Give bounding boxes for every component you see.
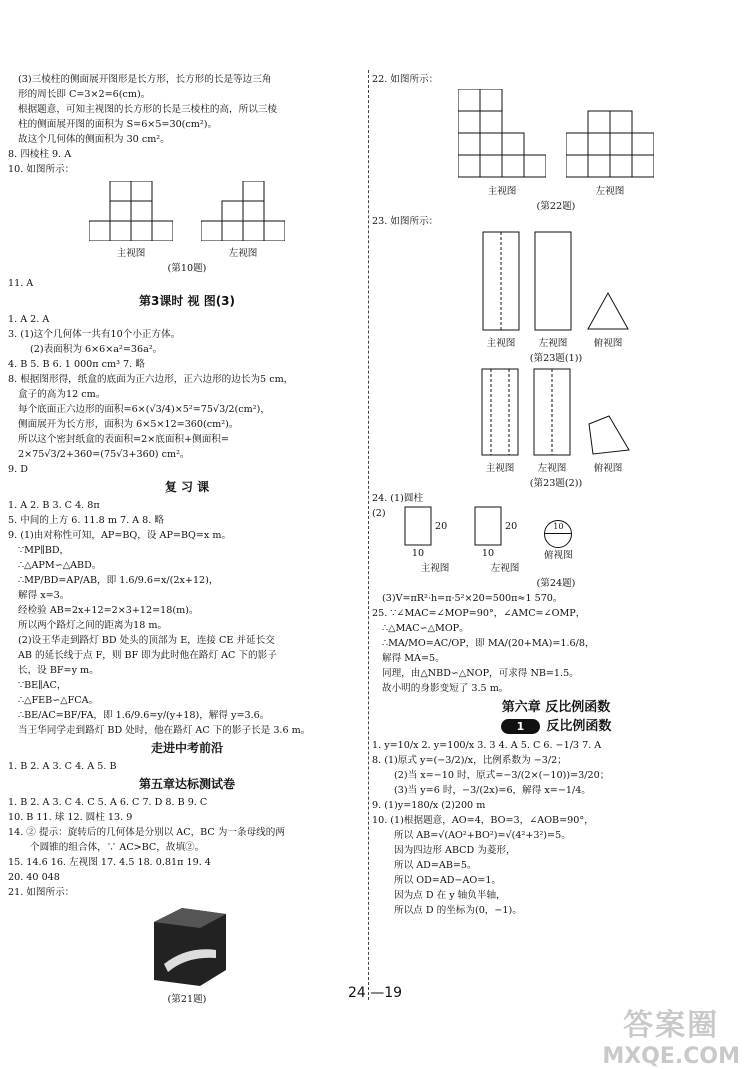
text-line: 22. 如图所示： [372, 74, 439, 85]
text-line: 2×75√3/2+360=(75√3+360) cm²。 [18, 449, 190, 460]
text-line: 因为四边形 ABCD 为菱形， [394, 845, 516, 856]
text-line: 1. B 2. A 3. C 4. A 5. B [8, 761, 117, 772]
text-line: 根据题意，可知主视图的长方形的长是三棱柱的高，所以三棱 [18, 104, 278, 115]
text-line: ∴BE/AC=BF/FA，即 1.6/9.6=y/(y+18)，解得 y=3.6。 [18, 710, 270, 721]
text-line: 因为点 D 在 y 轴负半轴， [394, 890, 506, 901]
left-view-figure [534, 231, 572, 331]
top-view-figure [585, 414, 631, 456]
figure-21-photo [142, 902, 232, 990]
front-view-figure [458, 89, 546, 179]
figure-caption: (第10题) [167, 263, 207, 274]
left-view-figure [533, 368, 571, 456]
front-view-figure [482, 231, 520, 331]
watermark-url: MXQE.COM [602, 1044, 740, 1069]
text-line: 故这个几何体的侧面积为 30 cm²。 [18, 134, 170, 145]
figure-22 [372, 89, 740, 199]
text-line: (3)三棱柱的侧面展开图形是长方形，长方形的长是等边三角 [18, 74, 272, 85]
text-line: 1. y=10/x 2. y=100/x 3. 3 4. A 5. C 6. −1/3 7. A [372, 740, 602, 751]
figure-23-1 [372, 231, 740, 351]
text-line: (2) [372, 508, 386, 519]
section-heading: 复 习 课 [164, 480, 210, 494]
text-line: 8. 根据图形得，纸盒的底面为正六边形，正六边形的边长为5 cm， [8, 374, 294, 385]
text-line: ∴△MAC∽△MOP。 [382, 623, 469, 634]
text-line: 1. A 2. A [8, 314, 50, 325]
figure-label: 主视图 [486, 338, 516, 349]
dimension-label: 20 [435, 520, 448, 532]
text-line: ∵BE∥AC， [18, 680, 67, 691]
figure-label: 左视图 [537, 463, 567, 474]
text-line: 20. 40 048 [8, 872, 60, 883]
text-line: 10. B 11. 球 12. 圆柱 13. 9 [8, 812, 133, 823]
text-line: 21. 如图所示： [8, 887, 75, 898]
figure-caption: (第24题) [536, 578, 576, 589]
front-view-figure [404, 506, 432, 546]
text-line: ∴MP/BD=AP/AB，即 1.6/9.6=x/(2x+12)， [18, 575, 219, 586]
right-column [372, 72, 740, 918]
section-heading: 第3课时 视 图(3) [138, 294, 236, 308]
section-heading: 第五章达标测试卷 [138, 777, 235, 791]
left-view-figure [474, 506, 502, 546]
text-line: 个圆锥的组合体，∵ AC>BC，故填②。 [30, 842, 205, 853]
text-line: ∵MP∥BD， [18, 545, 70, 556]
text-line: 4. B 5. B 6. 1 000π cm³ 7. 略 [8, 359, 145, 370]
figure-caption: (第21题) [167, 994, 207, 1005]
figure-label: 左视图 [490, 563, 520, 574]
text-line: ∴△FEB∽△FCA。 [18, 695, 99, 706]
text-line: 所以 AB=√(AO²+BO²)=√(4²+3²)=5。 [394, 830, 571, 841]
text-line: 5. 中间的上方 6. 11.8 m 7. A 8. 略 [8, 515, 164, 526]
figure-label: 左视图 [228, 248, 258, 259]
watermark-logo [602, 1000, 740, 1069]
text-line: 8. 四棱柱 9. A [8, 149, 72, 160]
page-number: 24 —19 [347, 985, 403, 1001]
top-view-figure [586, 291, 630, 331]
left-view-figure [566, 89, 654, 179]
text-line: 解得 MA=5。 [382, 653, 445, 664]
text-line: ∴△APM∽△ABD。 [18, 560, 102, 571]
figure-caption: (第23题(1)) [529, 353, 583, 364]
text-line: 所以点 D 的坐标为(0，−1)。 [394, 905, 522, 916]
section-heading: 走进中考前沿 [150, 741, 223, 755]
text-line: 9. D [8, 464, 28, 475]
figure-caption: (第23题(2)) [529, 478, 583, 489]
dimension-label: 10 [481, 548, 495, 559]
column-divider [368, 70, 369, 1000]
dimension-label: 20 [505, 520, 518, 532]
text-line: 经检验 AB=2x+12=2×3+12=18(m)。 [18, 605, 199, 616]
figure-label: 主视图 [420, 563, 450, 574]
text-line: 柱的侧面展开图的面积为 S=6×5=30(cm²)。 [18, 119, 218, 130]
text-line: (3)V=πR²·h=π·5²×20=500π≈1 570。 [382, 593, 563, 604]
text-line: 形的周长即 C=3×2=6(cm)。 [18, 89, 151, 100]
front-view-figure [89, 181, 173, 241]
figure-label: 主视图 [487, 186, 517, 197]
text-line: 故小明的身影变短了 3.5 m。 [382, 683, 509, 694]
text-line: 24. (1)圆柱 [372, 493, 424, 504]
text-line: 所以 OD=AD−AO=1。 [394, 875, 502, 886]
figure-24 [372, 506, 740, 576]
figure-label: 主视图 [485, 463, 515, 474]
watermark-text: 答案圈 [623, 1008, 720, 1043]
text-line: 8. (1)原式 y=(−3/2)/x，比例系数为 −3/2； [372, 755, 567, 766]
text-line: (2)设王华走到路灯 BD 处头的顶部为 E，连接 CE 并延长交 [18, 635, 275, 646]
dimension-label: 10 [553, 522, 564, 531]
text-line: 盒子的高为12 cm。 [18, 389, 106, 400]
text-line: 3. (1)这个几何体一共有10个小正方体。 [8, 329, 181, 340]
front-view-figure [481, 368, 519, 456]
figure-label: 左视图 [538, 338, 568, 349]
text-line: AB 的延长线于点 F，则 BF 即为此时他在路灯 AC 下的影子 [18, 650, 277, 661]
text-line: 所以两个路灯之间的距离为18 m。 [18, 620, 168, 631]
top-view-figure [544, 520, 572, 548]
text-line: 侧面展开为长方形，面积为 6×5×12=360(cm²)。 [18, 419, 239, 430]
figure-label: 俯视图 [593, 463, 623, 474]
dimension-label: 10 [411, 548, 425, 559]
figure-label: 俯视图 [544, 550, 573, 561]
text-line: 所以这个密封纸盒的表面积=2×底面积+侧面积= [18, 434, 229, 445]
lesson-number: 1 [501, 719, 541, 734]
text-line: 所以 AD=AB=5。 [394, 860, 477, 871]
chapter-heading: 第六章 反比例函数 [501, 700, 611, 715]
figure-label: 左视图 [595, 186, 625, 197]
text-line: (2)当 x=−10 时，原式=−3/(2×(−10))=3/20； [394, 770, 610, 781]
text-line: 10. (1)根据题意，AO=4，BO=3，∠AOB=90°， [372, 815, 594, 826]
figure-label: 主视图 [116, 248, 146, 259]
text-line: ∴MA/MO=AC/OP，即 MA/(20+MA)=1.6/8， [382, 638, 595, 649]
text-line: (2)表面积为 6×6×a²=36a²。 [30, 344, 163, 355]
figure-10 [8, 181, 366, 261]
figure-label: 俯视图 [593, 338, 623, 349]
text-line: 23. 如图所示： [372, 216, 439, 227]
left-column [8, 72, 366, 1007]
text-line: 9. (1)y=180/x (2)200 m [372, 800, 486, 811]
text-line: 14. ② 提示：旋转后的几何体是分别以 AC，BC 为一条母线的两 [8, 827, 285, 838]
figure-caption: (第22题) [536, 201, 576, 212]
text-line: 1. A 2. B 3. C 4. 8π [8, 500, 100, 511]
text-line: 10. 如图所示： [8, 164, 75, 175]
figure-23-2 [372, 368, 740, 476]
text-line: 解得 x=3。 [18, 590, 70, 601]
text-line: 25. ∵∠MAC=∠MOP=90°，∠AMC=∠OMP， [372, 608, 586, 619]
lesson-banner [372, 719, 740, 734]
text-line: 每个底面正六边形的面积=6×(√3/4)×5²=75√3/2(cm²)， [18, 404, 270, 415]
left-view-figure [201, 181, 285, 241]
lesson-title: 反比例函数 [546, 719, 612, 734]
text-line: 同理，由△NBD∽△NOP，可求得 NB=1.5。 [382, 668, 579, 679]
text-line: 15. 14.6 16. 左视图 17. 4.5 18. 0.81π 19. 4 [8, 857, 211, 868]
text-line: 9. (1)由对称性可知，AP=BQ，设 AP=BQ=x m。 [8, 530, 232, 541]
text-line: 当王华同学走到路灯 BD 处时，他在路灯 AC 下的影子长是 3.6 m。 [18, 725, 311, 736]
text-line: 1. B 2. A 3. C 4. C 5. A 6. C 7. D 8. B 9. C [8, 797, 208, 808]
text-line: 长，设 BF=y m。 [18, 665, 99, 676]
text-line: (3)当 y=6 时，−3/(2x)=6，解得 x=−1/4。 [394, 785, 591, 796]
text-line: 11. A [8, 278, 34, 289]
